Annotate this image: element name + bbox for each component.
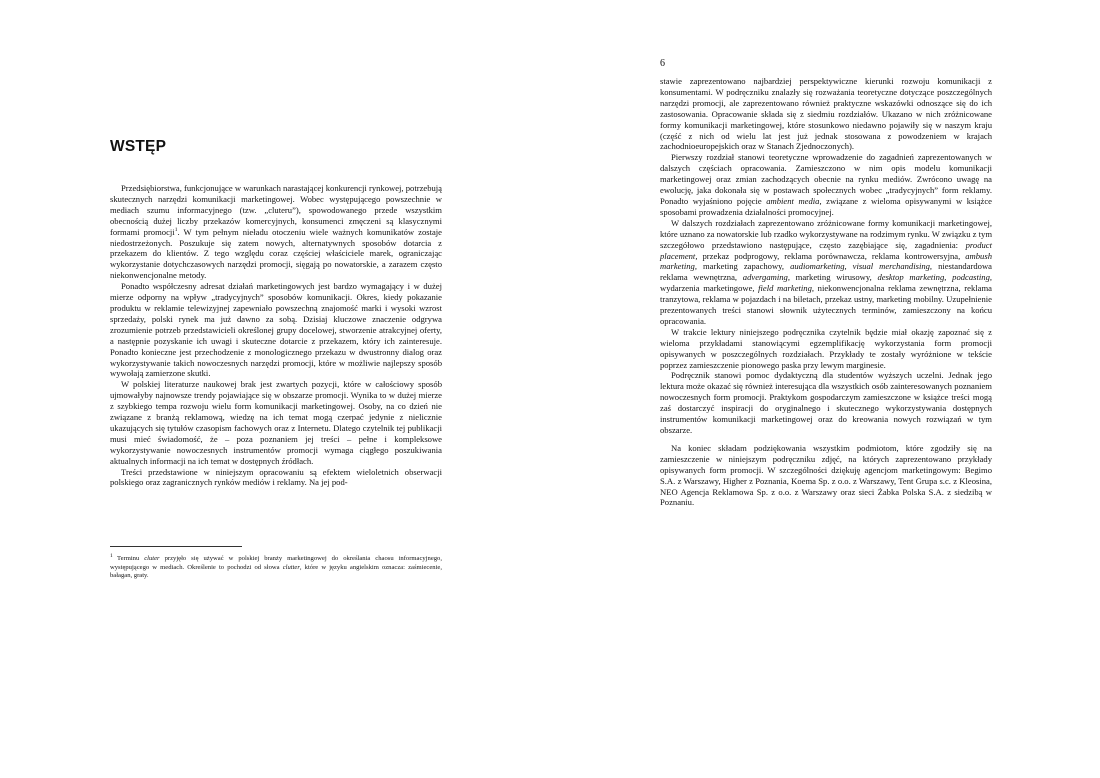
paragraph: W polskiej literaturze naukowej brak jest zwartych pozycji, które w całościowy sposób ujmowałyby najnowsze trendy pojawiające się w obszarze promocji. Wynika to w dużej mierze z szybkiego tempa rozwoju wielu form komunikacji marketingowej. Osoby, na co dzień nie związane z branżą reklamową, wiedzę na ich temat mogą czerpać jedynie z nielicznie ukazujących się tytułów czasopism fachowych oraz z Internetu. Dlatego czytelnik tej publikacji musi mieć świadomość, że – poza poznaniem jej treści – pełne i kompleksowe wykorzystywanie nowoczesnych instrumentów promocji wymaga ciągłego poszukiwania aktualnych informacji na ich temat w dostępnych źródłach. xyxy=(110,379,442,466)
paragraph: W trakcie lektury niniejszego podręcznika czytelnik będzie miał okazję zapoznać się z wieloma przykładami stanowiącymi egzemplifikację wykorzystania form promocji opisywanych w poszczególnych rozdziałach. Przykłady te zostały wyróżnione w tekście poprzez zamieszczenie pionowego paska przy lewym marginesie. xyxy=(660,326,992,370)
footnote-number: 1 xyxy=(110,552,113,559)
paragraph: Podręcznik stanowi pomoc dydaktyczną dla studentów wyższych uczelni. Jednak jego lektura może okazać się również interesująca dla wszystkich osób zainteresowanych poznaniem nowoczesnych form promocji. Praktykom gospodarczym zamieszczone w książce treści mogą zaś dostarczyć inspiracji do oryginalnego i skutecznego wykorzystywania dostępnych instrumentów komunikacji marketingowej oraz do kreowania nowych rozwiązań w tym obszarze. xyxy=(660,370,992,435)
left-body-text xyxy=(110,183,442,488)
paragraph: Na koniec składam podziękowania wszystkim podmiotom, które zgodziły się na zamieszczenie w niniejszym podręczniku zdjęć, na których zaprezentowano przykłady opisywanych form promocji. W szczególności dziękuję agencjom marketingowym: Begimo S.A. z Warszawy, Higher z Poznania, Koema Sp. z o.o. z Warszawy, Tent Grupa s.c. z Kleosina, NEO Agencja Reklamowa Sp. z o.o. z Warszawy oraz sieci Żabka Polska S.A. z siedzibą w Poznaniu. xyxy=(660,442,992,508)
footnote-divider xyxy=(110,546,242,547)
paragraph: Przedsiębiorstwa, funkcjonujące w warunkach narastającej konkurencji rynkowej, potrzebują skutecznych narzędzi komunikacji marketingowej. Wobec występującego powszechnie w mediach szumu informacyjnego (tzw. „cluteru”), spowodowanego przede wszystkim obecnością dużej liczby przekazów komercyjnych, konsumenci zmęczeni są klasycznymi formami promocji$^1$. W tym pełnym nieładu otoczeniu wiele ważnych komunikatów zostaje niedostrzeżonych. Poszukuje się zatem nowych, alternatywnych sposobów dotarcia z przekazem do klientów. Z tego względu coraz częściej właściciele marek, ograniczając wykorzystanie dotychczasowych narzędzi promocji, sięgają po nowatorskie, a zarazem często niekonwencjonalne metody. xyxy=(110,183,442,281)
right-body-text xyxy=(660,76,992,508)
paragraph: Ponadto współczesny adresat działań marketingowych jest bardzo wymagający i w dużej mierze odporny na wpływ „tradycyjnych” sposobów komunikacji. Okres, kiedy pokazanie produktu w reklamie telewizyjnej zapewniało powszechną znajomość marki i wysoki wzrost sprzedaży, polski rynek ma już dawno za sobą. Dzisiaj kluczowe znaczenie odgrywa zrozumienie potrzeb przedstawicieli określonej grupy docelowej, stworzenie atrakcyjnej oferty, a następnie pozyskanie ich uwagi i skuteczne dotarcie z przekazem, który ich zainteresuje. Ponadto konieczne jest przechodzenie z monologicznego przekazu w dwustronny dialog oraz wykorzystywanie takich nowoczesnych narzędzi promocji, które w możliwie najlepszy sposób wywołają zamierzone skutki. xyxy=(110,281,442,379)
paragraph: Pierwszy rozdział stanowi teoretyczne wprowadzenie do zagadnień zaprezentowanych w dalszych częściach opracowania. Zamieszczono w nim opis modelu komunikacji marketingowej oraz zmian zachodzących obecnie na rynku mediów. Zwrócono uwagę na ewolucję, jaka dokonała się w postawach społecznych wobec „tradycyjnych” form reklamy. Ponadto wyjaśniono pojęcie ambient media, związane z wieloma opisywanymi w książce sposobami prowadzenia działalności promocyjnej. xyxy=(660,152,992,217)
paragraph: Treści przedstawione w niniejszym opracowaniu są efektem wieloletnich obserwacji polskiego oraz zagranicznych rynków mediów i reklamy. Na jej pod- xyxy=(110,466,442,488)
paragraph: W dalszych rozdziałach zaprezentowano zróżnicowane formy komunikacji marketingowej, które uznano za nowatorskie lub rzadko wykorzystywane na rodzimym rynku. W związku z tym szczegółowo przedstawiono następujące, często zazębiające się, zagadnienia: product placement, przekaz podprogowy, reklama porównawcza, reklama kontrowersyjna, ambush marketing, marketing zapachowy, audiomarketing, visual merchandising, niestandardowa reklama wewnętrzna, advergaming, marketing wirusowy, desktop marketing, podcasting, wydarzenia marketingowe, field marketing, niekonwencjonalna reklama zewnętrzna, reklama tranzytowa, reklama w pojazdach i na biletach, przekaz ustny, marketing mobilny. Uzupełnienie prezentowanych treści stanowi słownik użytecznych terminów, zamieszczony na końcu opracowania. xyxy=(660,217,993,326)
chapter-title: WSTĘP xyxy=(110,138,167,155)
footnote: $^1$ Terminu cluter przyjęło się używać w polskiej branży marketingowej do określania chaosu informacyjnego, występującego w mediach. Określenie to pochodzi od słowa clutter, które w języku angielskim oznacza: zaśmiecenie, bałagan, graty. xyxy=(110,552,442,580)
paragraph: stawie zaprezentowano najbardziej perspektywiczne kierunki rozwoju komunikacji z konsumentami. W podręczniku znalazły się rozważania teoretyczne dotyczące poszczególnych narzędzi promocji, ale zaprezentowano również praktyczne wskazówki odnoszące się do ich zastosowania. Opracowanie składa się z siedmiu rozdziałów. Ukazano w nich zróżnicowane formy komunikacji marketingowej, które stosunkowo niedawno pojawiły się w naszym kraju (część z nich od wielu lat jest już jednak stosowana z powodzeniem w krajach zachodnioeuropejskich oraz w Stanach Zjednoczonych). xyxy=(660,76,992,152)
footnote-ref: 1 xyxy=(174,226,178,233)
right-page xyxy=(550,0,1100,778)
page-number: 6 xyxy=(660,58,665,69)
